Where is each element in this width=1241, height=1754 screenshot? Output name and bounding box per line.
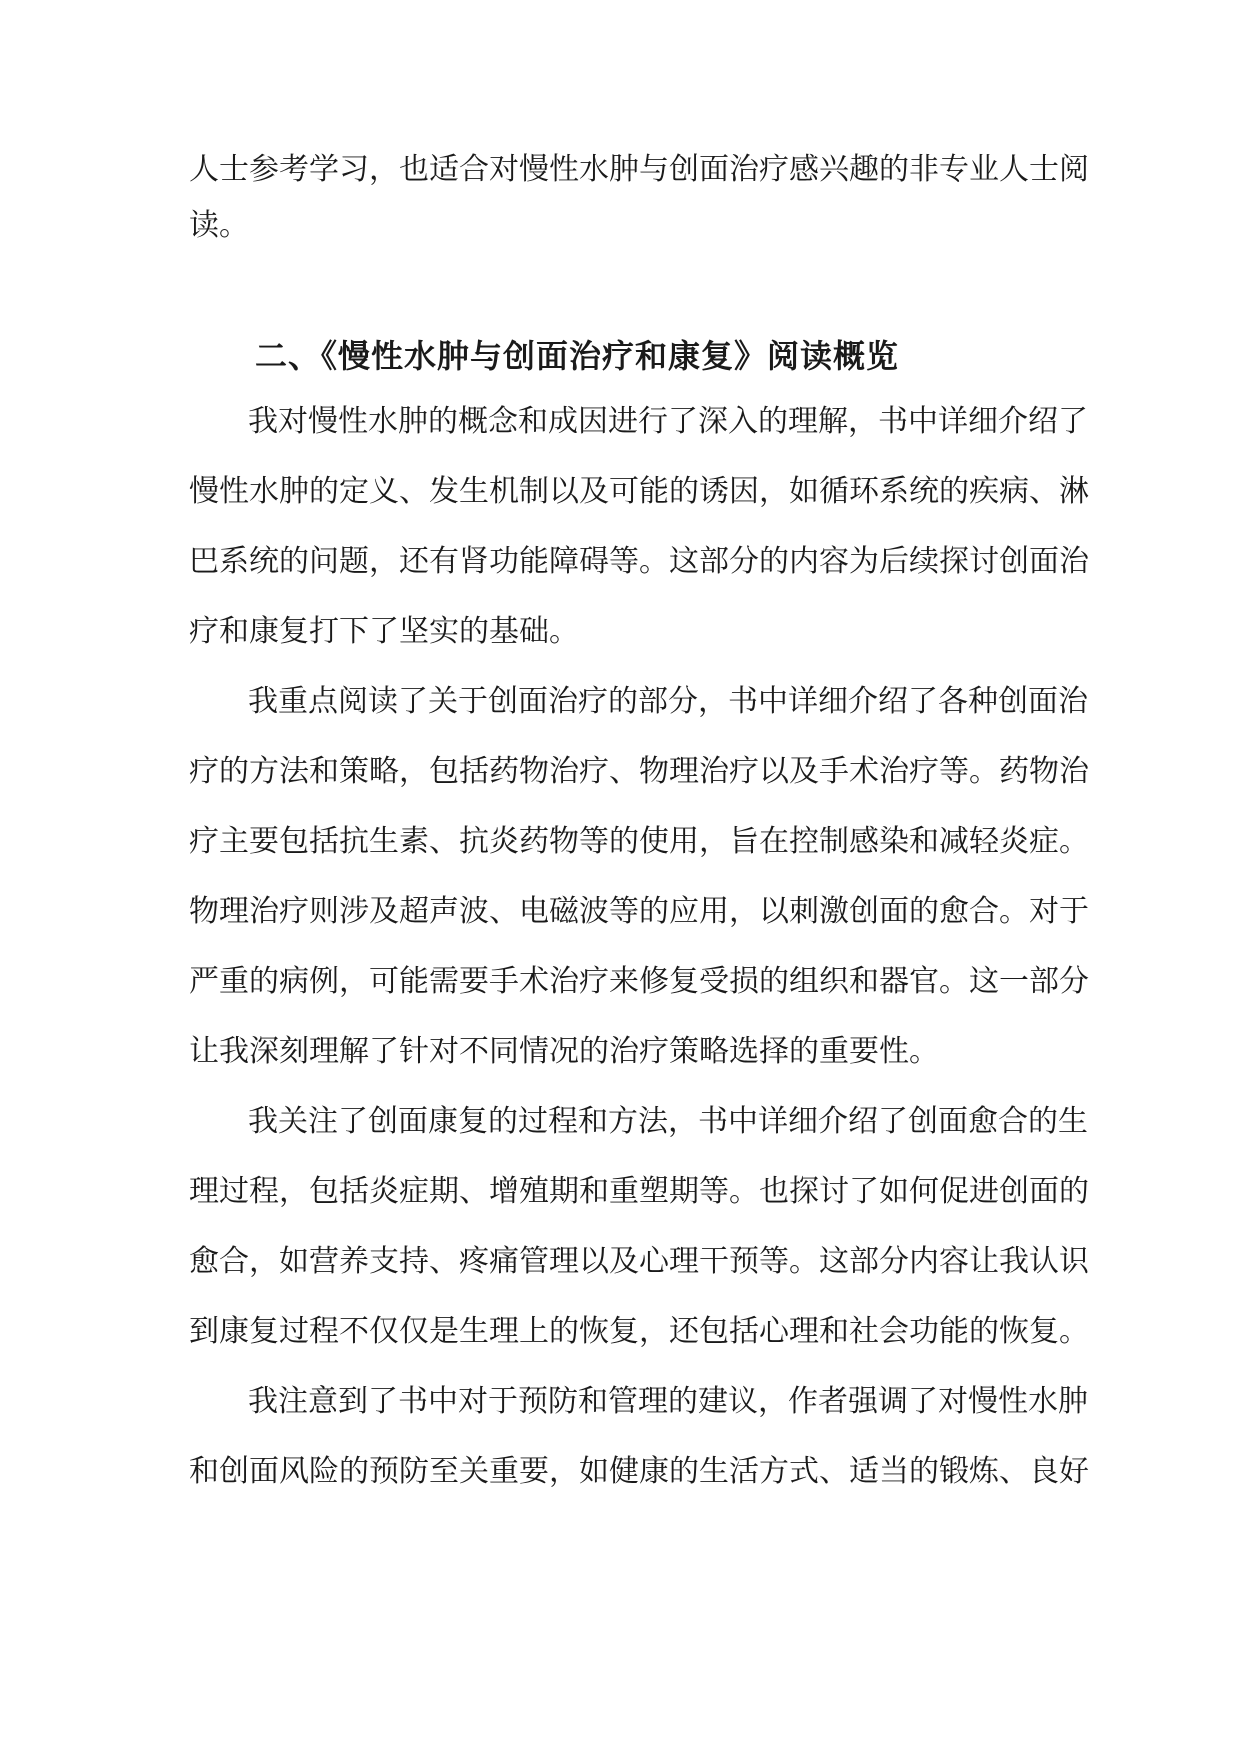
paragraph-line: 疗主要包括抗生素、抗炎药物等的使用，旨在控制感染和减轻炎症。 [189,824,1089,859]
text-line: 读。 [189,208,249,243]
paragraph-line: 我对慢性水肿的概念和成因进行了深入的理解，书中详细介绍了 [248,404,1088,439]
paragraph-line: 疗的方法和策略，包括药物治疗、物理治疗以及手术治疗等。药物治 [189,754,1089,789]
paragraph-line: 巴系统的问题，还有肾功能障碍等。这部分的内容为后续探讨创面治 [189,544,1089,579]
section-heading: 二、《慢性水肿与创面治疗和康复》阅读概览 [255,337,900,375]
paragraph-line: 我重点阅读了关于创面治疗的部分，书中详细介绍了各种创面治 [248,684,1088,719]
paragraph-line: 疗和康复打下了坚实的基础。 [189,614,579,649]
paragraph-line: 物理治疗则涉及超声波、电磁波等的应用，以刺激创面的愈合。对于 [189,894,1089,929]
paragraph-line: 到康复过程不仅仅是生理上的恢复，还包括心理和社会功能的恢复。 [189,1314,1089,1349]
paragraph-line: 慢性水肿的定义、发生机制以及可能的诱因，如循环系统的疾病、淋 [189,474,1089,509]
text-line: 人士参考学习，也适合对慢性水肿与创面治疗感兴趣的非专业人士阅 [189,152,1089,187]
paragraph-line: 理过程，包括炎症期、增殖期和重塑期等。也探讨了如何促进创面的 [189,1174,1089,1209]
paragraph-line: 和创面风险的预防至关重要，如健康的生活方式、适当的锻炼、良好 [189,1454,1089,1489]
paragraph-line: 我关注了创面康复的过程和方法，书中详细介绍了创面愈合的生 [248,1104,1088,1139]
paragraph-line: 我注意到了书中对于预防和管理的建议，作者强调了对慢性水肿 [248,1384,1088,1419]
paragraph-line: 愈合，如营养支持、疼痛管理以及心理干预等。这部分内容让我认识 [189,1244,1089,1279]
paragraph-line: 严重的病例，可能需要手术治疗来修复受损的组织和器官。这一部分 [189,964,1089,999]
paragraph-line: 让我深刻理解了针对不同情况的治疗策略选择的重要性。 [189,1034,939,1069]
